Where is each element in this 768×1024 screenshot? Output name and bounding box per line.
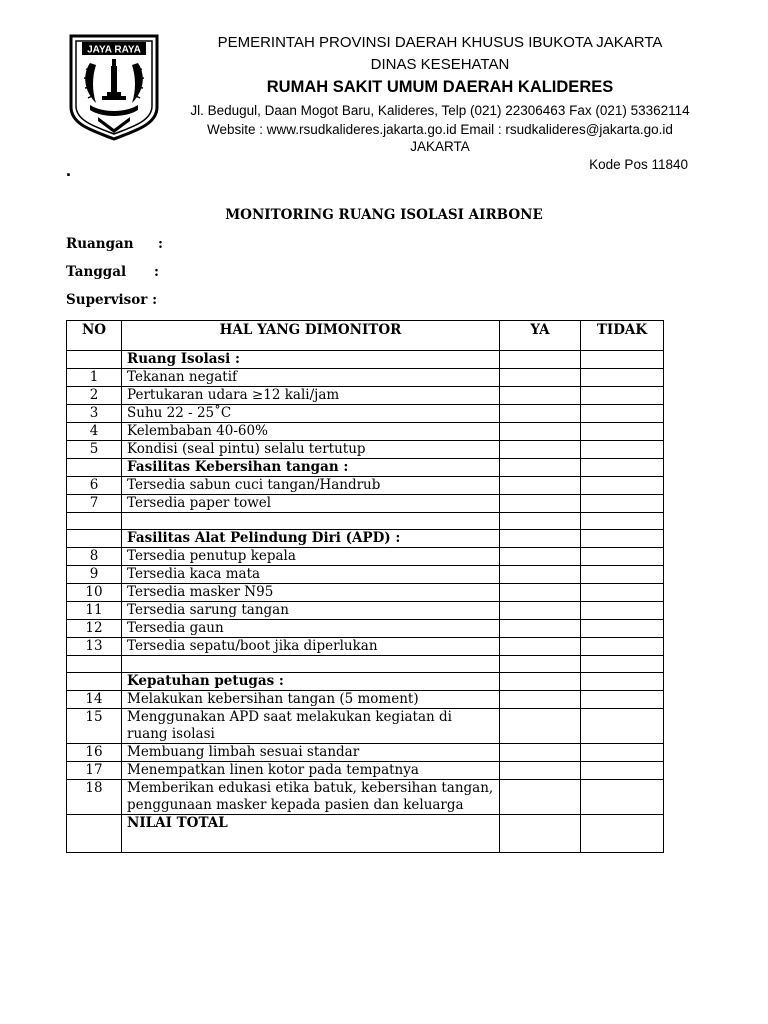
tidak-cell[interactable] bbox=[581, 780, 664, 815]
header-department-line: DINAS KESEHATAN bbox=[370, 56, 510, 73]
table-row bbox=[67, 566, 664, 584]
row-number bbox=[67, 530, 122, 548]
row-number: 1 bbox=[67, 369, 122, 387]
ya-cell[interactable] bbox=[500, 477, 581, 495]
table-row bbox=[67, 656, 664, 673]
table-row bbox=[67, 691, 664, 709]
ya-cell[interactable] bbox=[500, 566, 581, 584]
row-text: Tersedia masker N95 bbox=[122, 584, 500, 602]
tidak-cell[interactable] bbox=[581, 477, 664, 495]
ya-cell bbox=[500, 656, 581, 673]
ya-cell[interactable] bbox=[500, 405, 581, 423]
row-text: Menempatkan linen kotor pada tempatnya bbox=[122, 762, 500, 780]
tidak-cell[interactable] bbox=[581, 548, 664, 566]
row-text: Menggunakan APD saat melakukan kegiatan di ruang isolasi bbox=[122, 709, 500, 744]
ya-cell[interactable] bbox=[500, 638, 581, 656]
header-postal-code: Kode Pos 11840 bbox=[589, 157, 688, 172]
table-row bbox=[67, 602, 664, 620]
table-body bbox=[67, 351, 664, 853]
row-number: 9 bbox=[67, 566, 122, 584]
row-text: Tersedia penutup kepala bbox=[122, 548, 500, 566]
row-text bbox=[122, 656, 500, 673]
table-header-row bbox=[67, 321, 664, 351]
total-label: NILAI TOTAL bbox=[122, 815, 500, 853]
table-row bbox=[67, 513, 664, 530]
row-text: Kelembaban 40-60% bbox=[122, 423, 500, 441]
section-heading: Fasilitas Alat Pelindung Diri (APD) : bbox=[122, 530, 500, 548]
tidak-cell bbox=[581, 513, 664, 530]
row-number: 11 bbox=[67, 602, 122, 620]
row-number: 16 bbox=[67, 744, 122, 762]
header-ya: YA bbox=[500, 321, 581, 351]
header-website-email: Website : www.rsudkalideres.jakarta.go.id Email : rsudkalideres@jakarta.go.id bbox=[207, 122, 673, 137]
tidak-cell bbox=[581, 530, 664, 548]
row-text: Tersedia sepatu/boot jika diperlukan bbox=[122, 638, 500, 656]
table-row bbox=[67, 459, 664, 477]
table-row bbox=[67, 673, 664, 691]
row-text: Tersedia gaun bbox=[122, 620, 500, 638]
logo-banner-text: JAYA RAYA bbox=[87, 44, 141, 56]
ya-cell bbox=[500, 530, 581, 548]
ya-cell[interactable] bbox=[500, 780, 581, 815]
row-text: Tersedia sabun cuci tangan/Handrub bbox=[122, 477, 500, 495]
tidak-cell[interactable] bbox=[581, 566, 664, 584]
row-number: 5 bbox=[67, 441, 122, 459]
row-text: Suhu 22 - 25˚C bbox=[122, 405, 500, 423]
ya-cell[interactable] bbox=[500, 423, 581, 441]
tidak-cell[interactable] bbox=[581, 387, 664, 405]
ya-cell bbox=[500, 459, 581, 477]
ya-cell[interactable] bbox=[500, 387, 581, 405]
row-text: Tersedia kaca mata bbox=[122, 566, 500, 584]
ya-cell bbox=[500, 815, 581, 853]
header-address: Jl. Bedugul, Daan Mogot Baru, Kalideres, Telp (021) 22306463 Fax (021) 53362114 bbox=[190, 103, 690, 118]
ya-cell[interactable] bbox=[500, 762, 581, 780]
ya-cell[interactable] bbox=[500, 441, 581, 459]
field-supervisor bbox=[66, 292, 157, 308]
row-text: Tersedia paper towel bbox=[122, 495, 500, 513]
row-number bbox=[67, 656, 122, 673]
row-text bbox=[122, 513, 500, 530]
ya-cell[interactable] bbox=[500, 620, 581, 638]
row-text: Kondisi (seal pintu) selalu tertutup bbox=[122, 441, 500, 459]
table-row bbox=[67, 369, 664, 387]
row-text: Pertukaran udara ≥12 kali/jam bbox=[122, 387, 500, 405]
row-number: 14 bbox=[67, 691, 122, 709]
row-text: Melakukan kebersihan tangan (5 moment) bbox=[122, 691, 500, 709]
row-number: 3 bbox=[67, 405, 122, 423]
tidak-cell[interactable] bbox=[581, 620, 664, 638]
header-tidak: TIDAK bbox=[581, 321, 664, 351]
hospital-logo bbox=[68, 33, 160, 141]
header-no: NO bbox=[67, 321, 122, 351]
table-row bbox=[67, 477, 664, 495]
table-row bbox=[67, 441, 664, 459]
row-number: 6 bbox=[67, 477, 122, 495]
row-number: 7 bbox=[67, 495, 122, 513]
tidak-cell[interactable] bbox=[581, 584, 664, 602]
ya-cell bbox=[500, 351, 581, 369]
table-row bbox=[67, 423, 664, 441]
table-row bbox=[67, 405, 664, 423]
field-separator: : bbox=[154, 264, 159, 280]
header-hospital-name: RUMAH SAKIT UMUM DAERAH KALIDERES bbox=[266, 78, 614, 96]
row-text: Tekanan negatif bbox=[122, 369, 500, 387]
field-separator: : bbox=[158, 236, 163, 252]
ya-cell[interactable] bbox=[500, 744, 581, 762]
tidak-cell[interactable] bbox=[581, 691, 664, 709]
tidak-cell[interactable] bbox=[581, 709, 664, 744]
table-row bbox=[67, 744, 664, 762]
tidak-cell bbox=[581, 459, 664, 477]
section-heading: Fasilitas Kebersihan tangan : bbox=[122, 459, 500, 477]
section-heading: Ruang Isolasi : bbox=[122, 351, 500, 369]
ya-cell[interactable] bbox=[500, 548, 581, 566]
field-ruangan bbox=[66, 236, 163, 252]
table-row bbox=[67, 351, 664, 369]
stray-dot: . bbox=[66, 160, 72, 180]
row-number: 13 bbox=[67, 638, 122, 656]
section-heading: Kepatuhan petugas : bbox=[122, 673, 500, 691]
row-number: 8 bbox=[67, 548, 122, 566]
field-label: Tanggal bbox=[66, 264, 127, 280]
table-row bbox=[67, 530, 664, 548]
tidak-cell bbox=[581, 351, 664, 369]
field-tanggal bbox=[66, 264, 159, 280]
tidak-cell[interactable] bbox=[581, 744, 664, 762]
row-number: 10 bbox=[67, 584, 122, 602]
table-row bbox=[67, 387, 664, 405]
tidak-cell[interactable] bbox=[581, 405, 664, 423]
header-city: JAKARTA bbox=[410, 139, 470, 154]
table-row bbox=[67, 548, 664, 566]
tidak-cell[interactable] bbox=[581, 762, 664, 780]
row-number bbox=[67, 351, 122, 369]
row-number: 4 bbox=[67, 423, 122, 441]
tidak-cell[interactable] bbox=[581, 369, 664, 387]
row-number bbox=[67, 673, 122, 691]
header-government-line: PEMERINTAH PROVINSI DAERAH KHUSUS IBUKOTA JAKARTA bbox=[217, 34, 663, 51]
ya-cell[interactable] bbox=[500, 369, 581, 387]
row-text: Memberikan edukasi etika batuk, kebersihan tangan, penggunaan masker kepada pasien dan keluarga bbox=[122, 780, 500, 815]
header-item: HAL YANG DIMONITOR bbox=[122, 321, 500, 351]
field-label: Ruangan bbox=[66, 236, 134, 252]
row-number: 12 bbox=[67, 620, 122, 638]
tidak-cell[interactable] bbox=[581, 441, 664, 459]
ya-cell[interactable] bbox=[500, 495, 581, 513]
row-text: Tersedia sarung tangan bbox=[122, 602, 500, 620]
ya-cell bbox=[500, 673, 581, 691]
table-row bbox=[67, 584, 664, 602]
tidak-cell[interactable] bbox=[581, 602, 664, 620]
row-number bbox=[67, 459, 122, 477]
document-title: MONITORING RUANG ISOLASI AIRBONE bbox=[225, 207, 543, 223]
row-number: 2 bbox=[67, 387, 122, 405]
tidak-cell bbox=[581, 673, 664, 691]
tidak-cell bbox=[581, 815, 664, 853]
ya-cell bbox=[500, 513, 581, 530]
row-number bbox=[67, 815, 122, 853]
table-row bbox=[67, 620, 664, 638]
table-row bbox=[67, 815, 664, 853]
tidak-cell[interactable] bbox=[581, 495, 664, 513]
monitoring-table bbox=[66, 320, 664, 853]
tidak-cell[interactable] bbox=[581, 423, 664, 441]
table-row bbox=[67, 495, 664, 513]
row-number: 18 bbox=[67, 780, 122, 815]
table-row bbox=[67, 638, 664, 656]
field-label: Supervisor bbox=[66, 292, 148, 308]
jakarta-emblem-icon bbox=[68, 33, 160, 141]
ya-cell[interactable] bbox=[500, 709, 581, 744]
ya-cell[interactable] bbox=[500, 691, 581, 709]
row-number: 15 bbox=[67, 709, 122, 744]
tidak-cell[interactable] bbox=[581, 638, 664, 656]
tidak-cell bbox=[581, 656, 664, 673]
ya-cell[interactable] bbox=[500, 584, 581, 602]
table-row bbox=[67, 780, 664, 815]
row-text: Membuang limbah sesuai standar bbox=[122, 744, 500, 762]
table-row bbox=[67, 709, 664, 744]
row-number bbox=[67, 513, 122, 530]
field-separator: : bbox=[152, 292, 158, 308]
row-number: 17 bbox=[67, 762, 122, 780]
ya-cell[interactable] bbox=[500, 602, 581, 620]
table-row bbox=[67, 762, 664, 780]
